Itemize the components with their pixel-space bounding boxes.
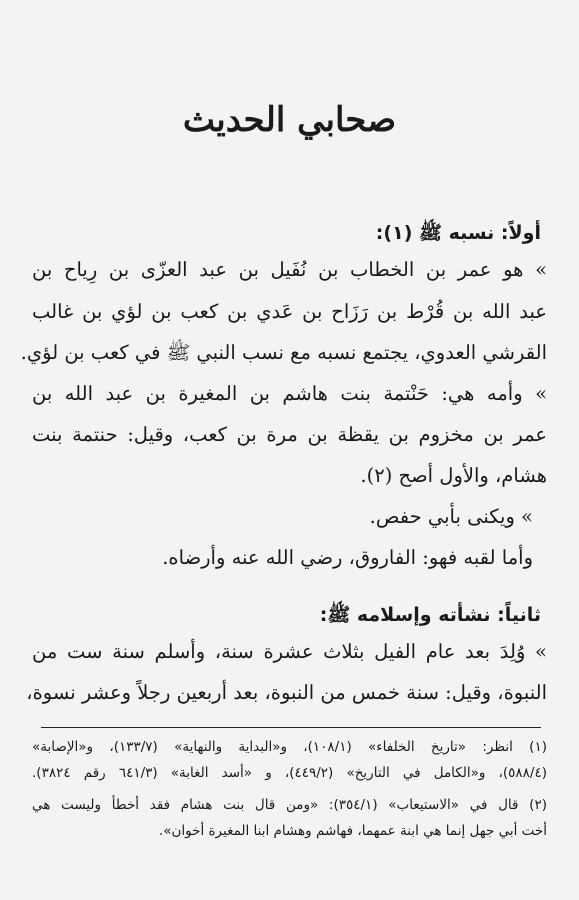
section-heading-upbringing: ثانياً: نشأته وإسلامه ﷺ: xyxy=(319,604,541,626)
footnote-line: (٢) قال في «الاستيعاب» (٣٥٤/١): «ومن قال بنت هشام فقد أخطأ وليست هي xyxy=(32,797,547,813)
page-title: صحابي الحديث xyxy=(182,100,397,140)
body-line: » هو عمر بن الخطاب بن نُفَيل بن عبد العزّى بن رِياح بن xyxy=(32,258,547,281)
body-line: القرشي العدوي، يجتمع نسبه مع نسب النبي ﷺ في كعب بن لؤي. xyxy=(20,341,547,364)
section-heading-lineage: أولاً: نسبه ﷺ (١): xyxy=(375,222,541,244)
body-line: » وُلِدَ بعد عام الفيل بثلاث عشرة سنة، وأسلم سنة ست من xyxy=(32,640,547,663)
body-line: » ويكنى بأبي حفص. xyxy=(369,505,533,528)
footnote-line: (١) انظر: «تاريخ الخلفاء» (١٠٨/١)، و«البداية والنهاية» (١٣٣/٧)، و«الإصابة» xyxy=(32,739,547,755)
body-line: عمر بن مخزوم بن يقظة بن مرة بن كعب، وقيل: حنتمة بنت xyxy=(32,423,547,446)
body-line: عبد الله بن قُرْط بن رَزَاح بن عَدي بن كعب بن لؤي بن غالب xyxy=(32,300,547,323)
body-line: وأما لقبه فهو: الفاروق، رضي الله عنه وأرضاه. xyxy=(162,546,533,569)
footnote-divider xyxy=(41,727,541,728)
body-line: » وأمه هي: حَنْتمة بنت هاشم بن المغيرة بن عبد الله بن xyxy=(32,382,547,405)
footnote-line: أخت أبي جهل إنما هي ابنة عمهما، فهاشم وهشام ابنا المغيرة أخوان». xyxy=(158,823,547,839)
footnote-line: (٥٨٨/٤)، و«الكامل في التاريخ» (٤٤٩/٢)، و «أسد الغابة» (٦٤١/٣ رقم ٣٨٢٤). xyxy=(32,765,547,781)
body-line: هشام، والأول أصح (٢). xyxy=(360,464,547,487)
body-line: النبوة، وقيل: سنة خمس من النبوة، بعد أربعين رجلاً وعشر نسوة، xyxy=(26,681,547,704)
